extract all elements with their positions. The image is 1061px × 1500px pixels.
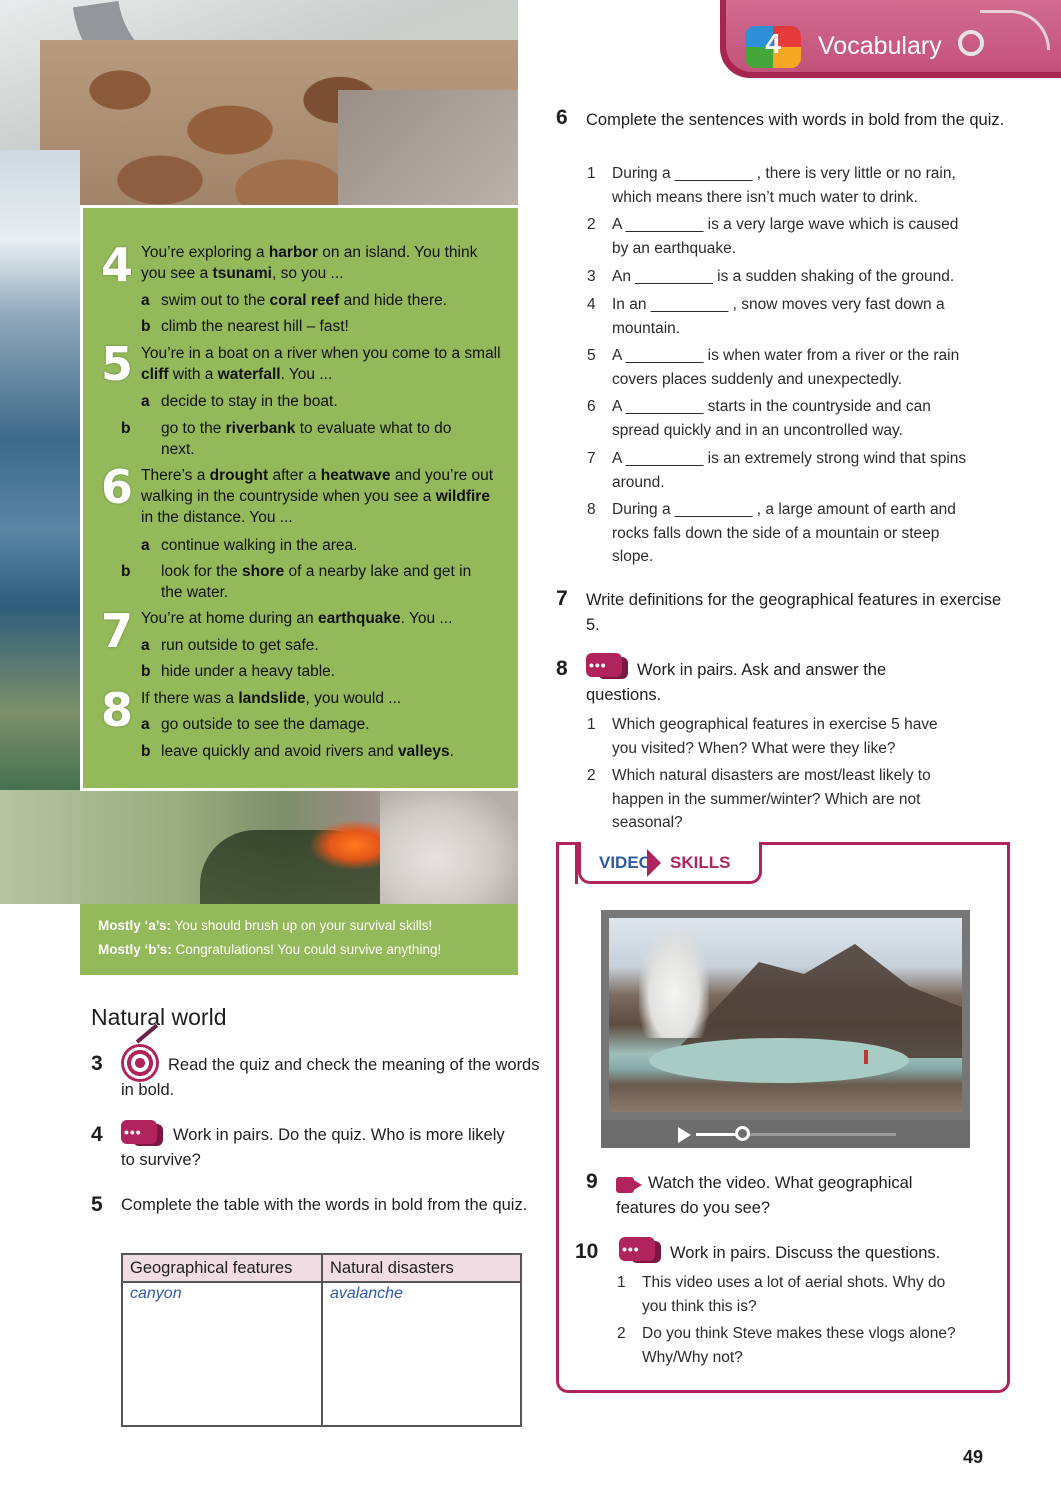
list-item-number: 1 (587, 716, 596, 733)
exercise-instruction: Work in pairs. Do the quiz. Who is more likely to survive? (121, 1126, 505, 1169)
video-camera-icon (616, 1177, 642, 1193)
exercise-instruction: Write definitions for the geographical features in exercise 5. (586, 591, 1002, 634)
exercise-number: 3 (91, 1052, 103, 1075)
video-skills-label-skills: SKILLS (670, 853, 731, 872)
list-item-text (612, 213, 958, 260)
quiz-question-text: You’re exploring a harbor on an island. You think you see a tsunami, so you ... (141, 244, 478, 282)
exercise-number: 8 (556, 657, 568, 680)
video-skills-tab-edge (556, 842, 578, 884)
list-item-number: 8 (587, 501, 596, 518)
exercise-number: 7 (556, 587, 568, 610)
list-item-line: seasonal? (612, 814, 683, 831)
exercise-instruction: Read the quiz and check the meaning of the words in bold. (121, 1056, 540, 1099)
pair-work-icon: ••• (121, 1120, 165, 1150)
list-item-number: 2 (587, 216, 596, 233)
list-item-line: happen in the summer/winter? Which are not (612, 790, 921, 808)
list-item-line: Do you think Steve makes these vlogs alone? (642, 1325, 956, 1342)
list-item-line: which means there isn’t much water to drink. (612, 188, 918, 206)
photo-smoke (380, 790, 518, 904)
list-item-line: During a _________ , there is very little or no rain, (612, 165, 956, 182)
list-item-line: A _________ starts in the countryside and can (612, 398, 931, 415)
list-item-line: A _________ is when water from a river or the rain (612, 347, 960, 364)
quiz-option-a[interactable]: a go outside to see the damage. (141, 716, 370, 733)
list-item-text (612, 293, 945, 340)
page-title: Vocabulary (818, 32, 942, 60)
list-item-text (612, 498, 956, 569)
table-header: Natural disasters (322, 1254, 521, 1282)
video-crater-lake (649, 1038, 909, 1083)
list-item-line: by an earthquake. (612, 239, 737, 257)
exercise-instruction: Work in pairs. Discuss the questions. (670, 1244, 941, 1262)
list-item-number: 2 (587, 767, 596, 784)
quiz-question-number: 8 (101, 683, 134, 737)
list-item-line: A _________ is a very large wave which is caused (612, 216, 959, 233)
quiz-question-text: You’re in a boat on a river when you come to a small cliff with a waterfall. You ... (141, 345, 501, 383)
list-item-line: This video uses a lot of aerial shots. Why do (642, 1274, 946, 1291)
video-thumbnail[interactable] (609, 918, 962, 1112)
list-item-text (612, 344, 959, 391)
video-controls (601, 1120, 970, 1148)
quiz-question-number: 7 (101, 604, 134, 658)
pair-work-icon: ••• (586, 653, 630, 683)
list-item-number: 1 (617, 1274, 626, 1291)
list-item-line: slope. (612, 548, 654, 565)
quiz-option-a[interactable]: a decide to stay in the boat. (141, 393, 338, 410)
quiz-question-number: 4 (101, 238, 134, 292)
list-item-line: mountain. (612, 319, 681, 337)
list-item-line: A _________ is an extremely strong wind that spins (612, 450, 967, 467)
result-mostly-a: Mostly ‘a’s: You should brush up on your survival skills! (98, 918, 433, 933)
list-item-line: around. (612, 473, 665, 491)
list-item-line: you visited? When? What were they like? (612, 739, 896, 757)
list-item-number: 4 (587, 296, 596, 313)
list-item-line: Which natural disasters are most/least likely to (612, 767, 931, 784)
exercise-instruction-cont: questions. (586, 686, 662, 704)
exercise-number: 4 (91, 1123, 103, 1146)
vocabulary-table (121, 1253, 522, 1427)
list-item-line: Why/Why not? (642, 1348, 743, 1366)
table-cell[interactable]: canyon (122, 1282, 322, 1426)
quiz-question-text: There’s a drought after a heatwave and you’re out walking in the countryside when you see a wildfire in the distance. You ... (141, 467, 494, 526)
arrow-icon (647, 849, 661, 877)
quiz-question-text: You’re at home during an earthquake. You ... (141, 610, 453, 627)
page-number: 49 (963, 1447, 984, 1467)
video-skills-label-video: VIDEO (599, 853, 652, 872)
list-item-line: spread quickly and in an uncontrolled way. (612, 421, 903, 439)
list-item-line: covers places suddenly and unexpectedly. (612, 370, 903, 388)
exercise-number: 6 (556, 106, 568, 129)
quiz-option-b[interactable]: b climb the nearest hill – fast! (141, 318, 349, 335)
video-scrub-handle[interactable] (735, 1126, 750, 1141)
exercise-instruction-cont: features do you see? (616, 1199, 771, 1217)
photo-cracked-earth (338, 90, 518, 220)
video-steam (639, 928, 709, 1038)
list-item-line: In an _________ , snow moves very fast down a (612, 296, 945, 313)
exercise-instruction: Complete the table with the words in bold from the quiz. (121, 1196, 528, 1214)
list-item-line: you think this is? (642, 1297, 757, 1315)
list-item-line: An _________ is a sudden shaking of the ground. (612, 268, 955, 285)
table-header: Geographical features (122, 1254, 322, 1282)
quiz-option-b[interactable]: b hide under a heavy table. (141, 663, 336, 680)
play-icon[interactable] (678, 1127, 691, 1143)
list-item-text (642, 1322, 956, 1369)
exercise-instruction: Complete the sentences with words in bold from the quiz. (586, 111, 1005, 129)
exercise-instruction: Watch the video. What geographical (648, 1174, 913, 1192)
exercise-number: 5 (91, 1193, 103, 1216)
list-item-text (612, 395, 931, 442)
list-item-number: 7 (587, 450, 596, 467)
video-person (864, 1050, 868, 1064)
list-item-number: 3 (587, 268, 596, 285)
list-item-number: 1 (587, 165, 596, 182)
list-item-text (642, 1271, 945, 1318)
quiz-results (80, 904, 518, 975)
quiz-option-a[interactable]: a continue walking in the area. (141, 537, 358, 554)
list-item-text (612, 713, 938, 760)
list-item-number: 6 (587, 398, 596, 415)
quiz-option-b[interactable]: b go to the riverbank to evaluate what to do next. (121, 420, 452, 458)
result-mostly-b: Mostly ‘b’s: Congratulations! You could survive anything! (98, 942, 442, 957)
list-item-text (612, 162, 956, 209)
quiz-option-a[interactable]: a run outside to get safe. (141, 637, 319, 654)
quiz-question-text: If there was a landslide, you would ... (141, 690, 402, 707)
list-item-text (612, 265, 954, 289)
exercise-number: 9 (586, 1170, 598, 1193)
pair-work-icon: ••• (619, 1237, 663, 1267)
quiz-question-number: 5 (101, 337, 134, 391)
video-player[interactable] (601, 910, 970, 1148)
quiz-option-b[interactable]: b leave quickly and avoid rivers and valleys. (141, 743, 454, 760)
list-item-number: 2 (617, 1325, 626, 1342)
list-item-number: 5 (587, 347, 596, 364)
section-title: Natural world (91, 1004, 227, 1030)
list-item-text (612, 447, 966, 494)
exercise-number: 10 (575, 1240, 599, 1263)
list-item-line: rocks falls down the side of a mountain or steep (612, 524, 940, 542)
table-cell[interactable]: avalanche (322, 1282, 521, 1426)
list-item-text (612, 764, 931, 835)
quiz-option-b[interactable]: b look for the shore of a nearby lake and get in the water. (121, 563, 472, 601)
list-item-line: During a _________ , a large amount of earth and (612, 501, 956, 518)
unit-badge: 4 (745, 26, 801, 68)
exercise-instruction: Work in pairs. Ask and answer the (637, 661, 887, 679)
quiz-question-number: 6 (101, 460, 134, 514)
quiz-option-a[interactable]: a swim out to the coral reef and hide there. (141, 292, 448, 309)
list-item-line: Which geographical features in exercise 5 have (612, 716, 938, 733)
